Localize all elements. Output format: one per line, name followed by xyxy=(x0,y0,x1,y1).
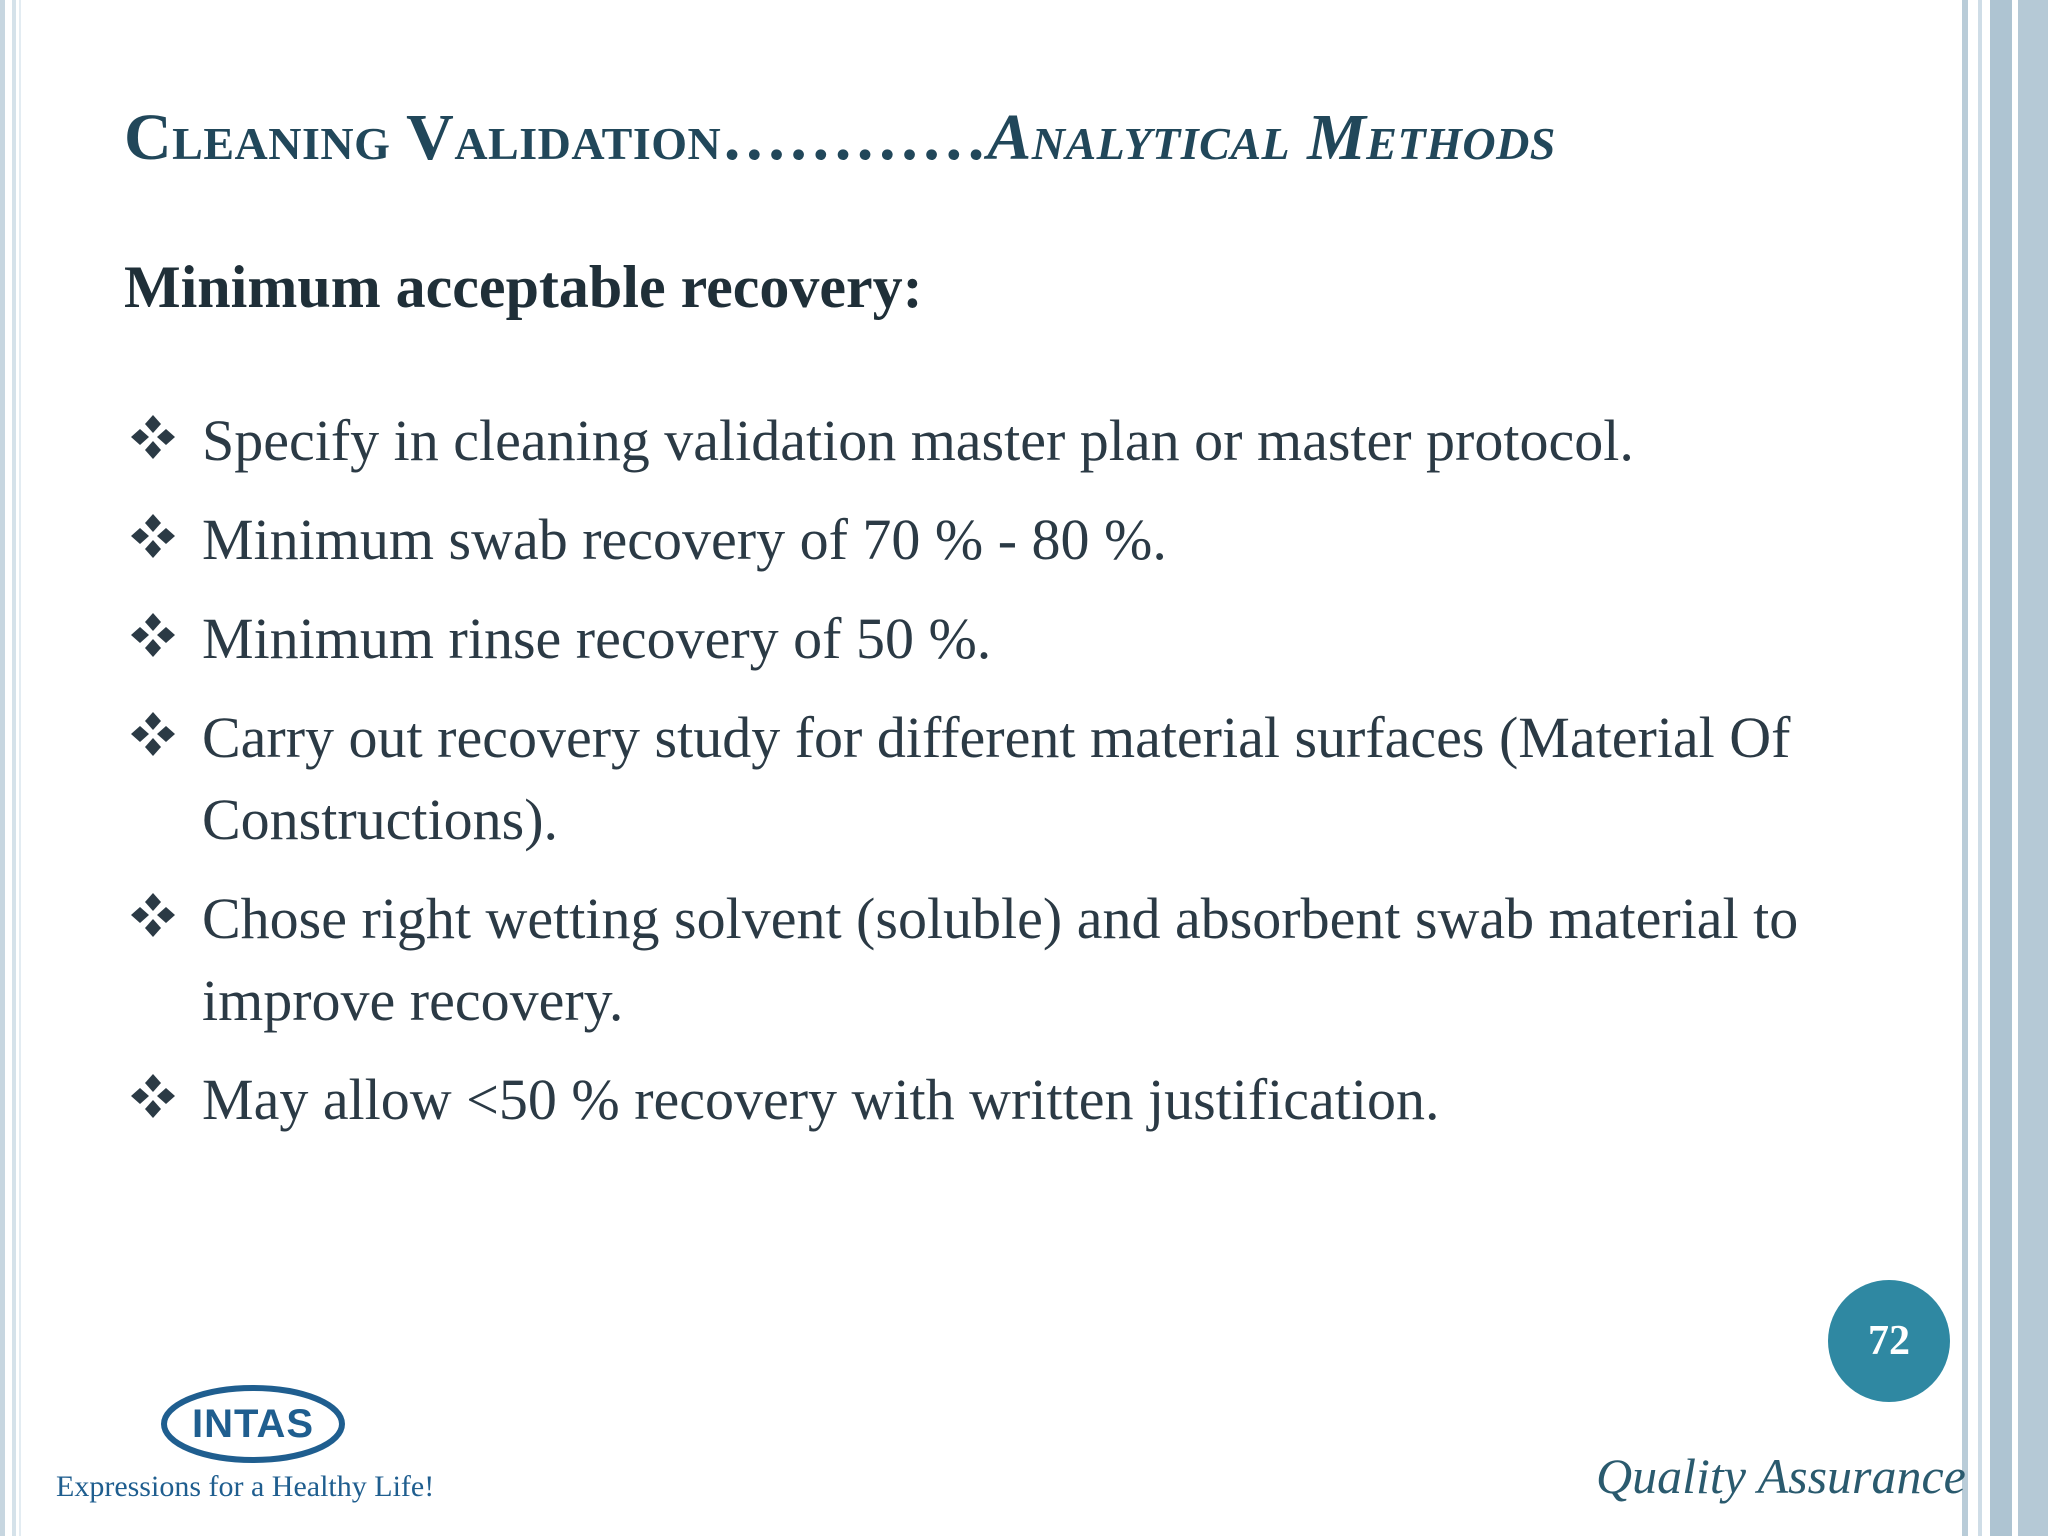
left-frame-line xyxy=(19,0,21,1536)
logo-tagline: Expressions for a Healthy Life! xyxy=(56,1470,435,1503)
bullet-text: Carry out recovery study for different material surfaces (Material Of Constructions). xyxy=(202,705,1791,852)
bullet-item xyxy=(124,598,1904,680)
bullet-text: Chose right wetting solvent (soluble) and absorbent swab material to improve recovery. xyxy=(202,886,1799,1033)
left-frame-line xyxy=(0,0,5,1536)
right-frame-stripe xyxy=(1990,0,2012,1536)
four-diamond-bullet-icon xyxy=(126,1069,180,1123)
four-diamond-bullet-icon xyxy=(126,410,180,464)
bullet-item xyxy=(124,400,1904,482)
right-frame-stripe xyxy=(1968,0,1978,1536)
left-frame-line xyxy=(12,0,16,1536)
page-number-badge: 72 xyxy=(1828,1280,1950,1402)
bullet-item xyxy=(124,878,1904,1042)
four-diamond-bullet-icon xyxy=(126,888,180,942)
logo-name: INTAS xyxy=(191,1401,315,1446)
bullet-item xyxy=(124,499,1904,581)
four-diamond-bullet-icon xyxy=(126,608,180,662)
bullet-item xyxy=(124,1059,1904,1141)
bullet-text: May allow <50 % recovery with written justification. xyxy=(202,1067,1440,1132)
four-diamond-bullet-icon xyxy=(126,509,180,563)
slide-title-main: Cleaning Validation………… xyxy=(124,101,988,174)
four-diamond-bullet-icon xyxy=(126,707,180,761)
bullet-list xyxy=(124,400,1904,1158)
bullet-item xyxy=(124,697,1904,861)
bullet-text: Minimum swab recovery of 70 % - 80 %. xyxy=(202,507,1167,572)
slide-title-sub: Analytical Methods xyxy=(987,101,1556,174)
right-frame-stripe xyxy=(2018,0,2048,1536)
section-heading: Minimum acceptable recovery: xyxy=(124,254,923,320)
footer-label: Quality Assurance xyxy=(1596,1448,1966,1504)
bullet-text: Specify in cleaning validation master plan or master protocol. xyxy=(202,408,1634,473)
bullet-text: Minimum rinse recovery of 50 %. xyxy=(202,606,992,671)
slide-title xyxy=(124,100,1556,176)
intas-logo xyxy=(160,1384,346,1464)
right-frame-stripe xyxy=(1982,0,1990,1536)
